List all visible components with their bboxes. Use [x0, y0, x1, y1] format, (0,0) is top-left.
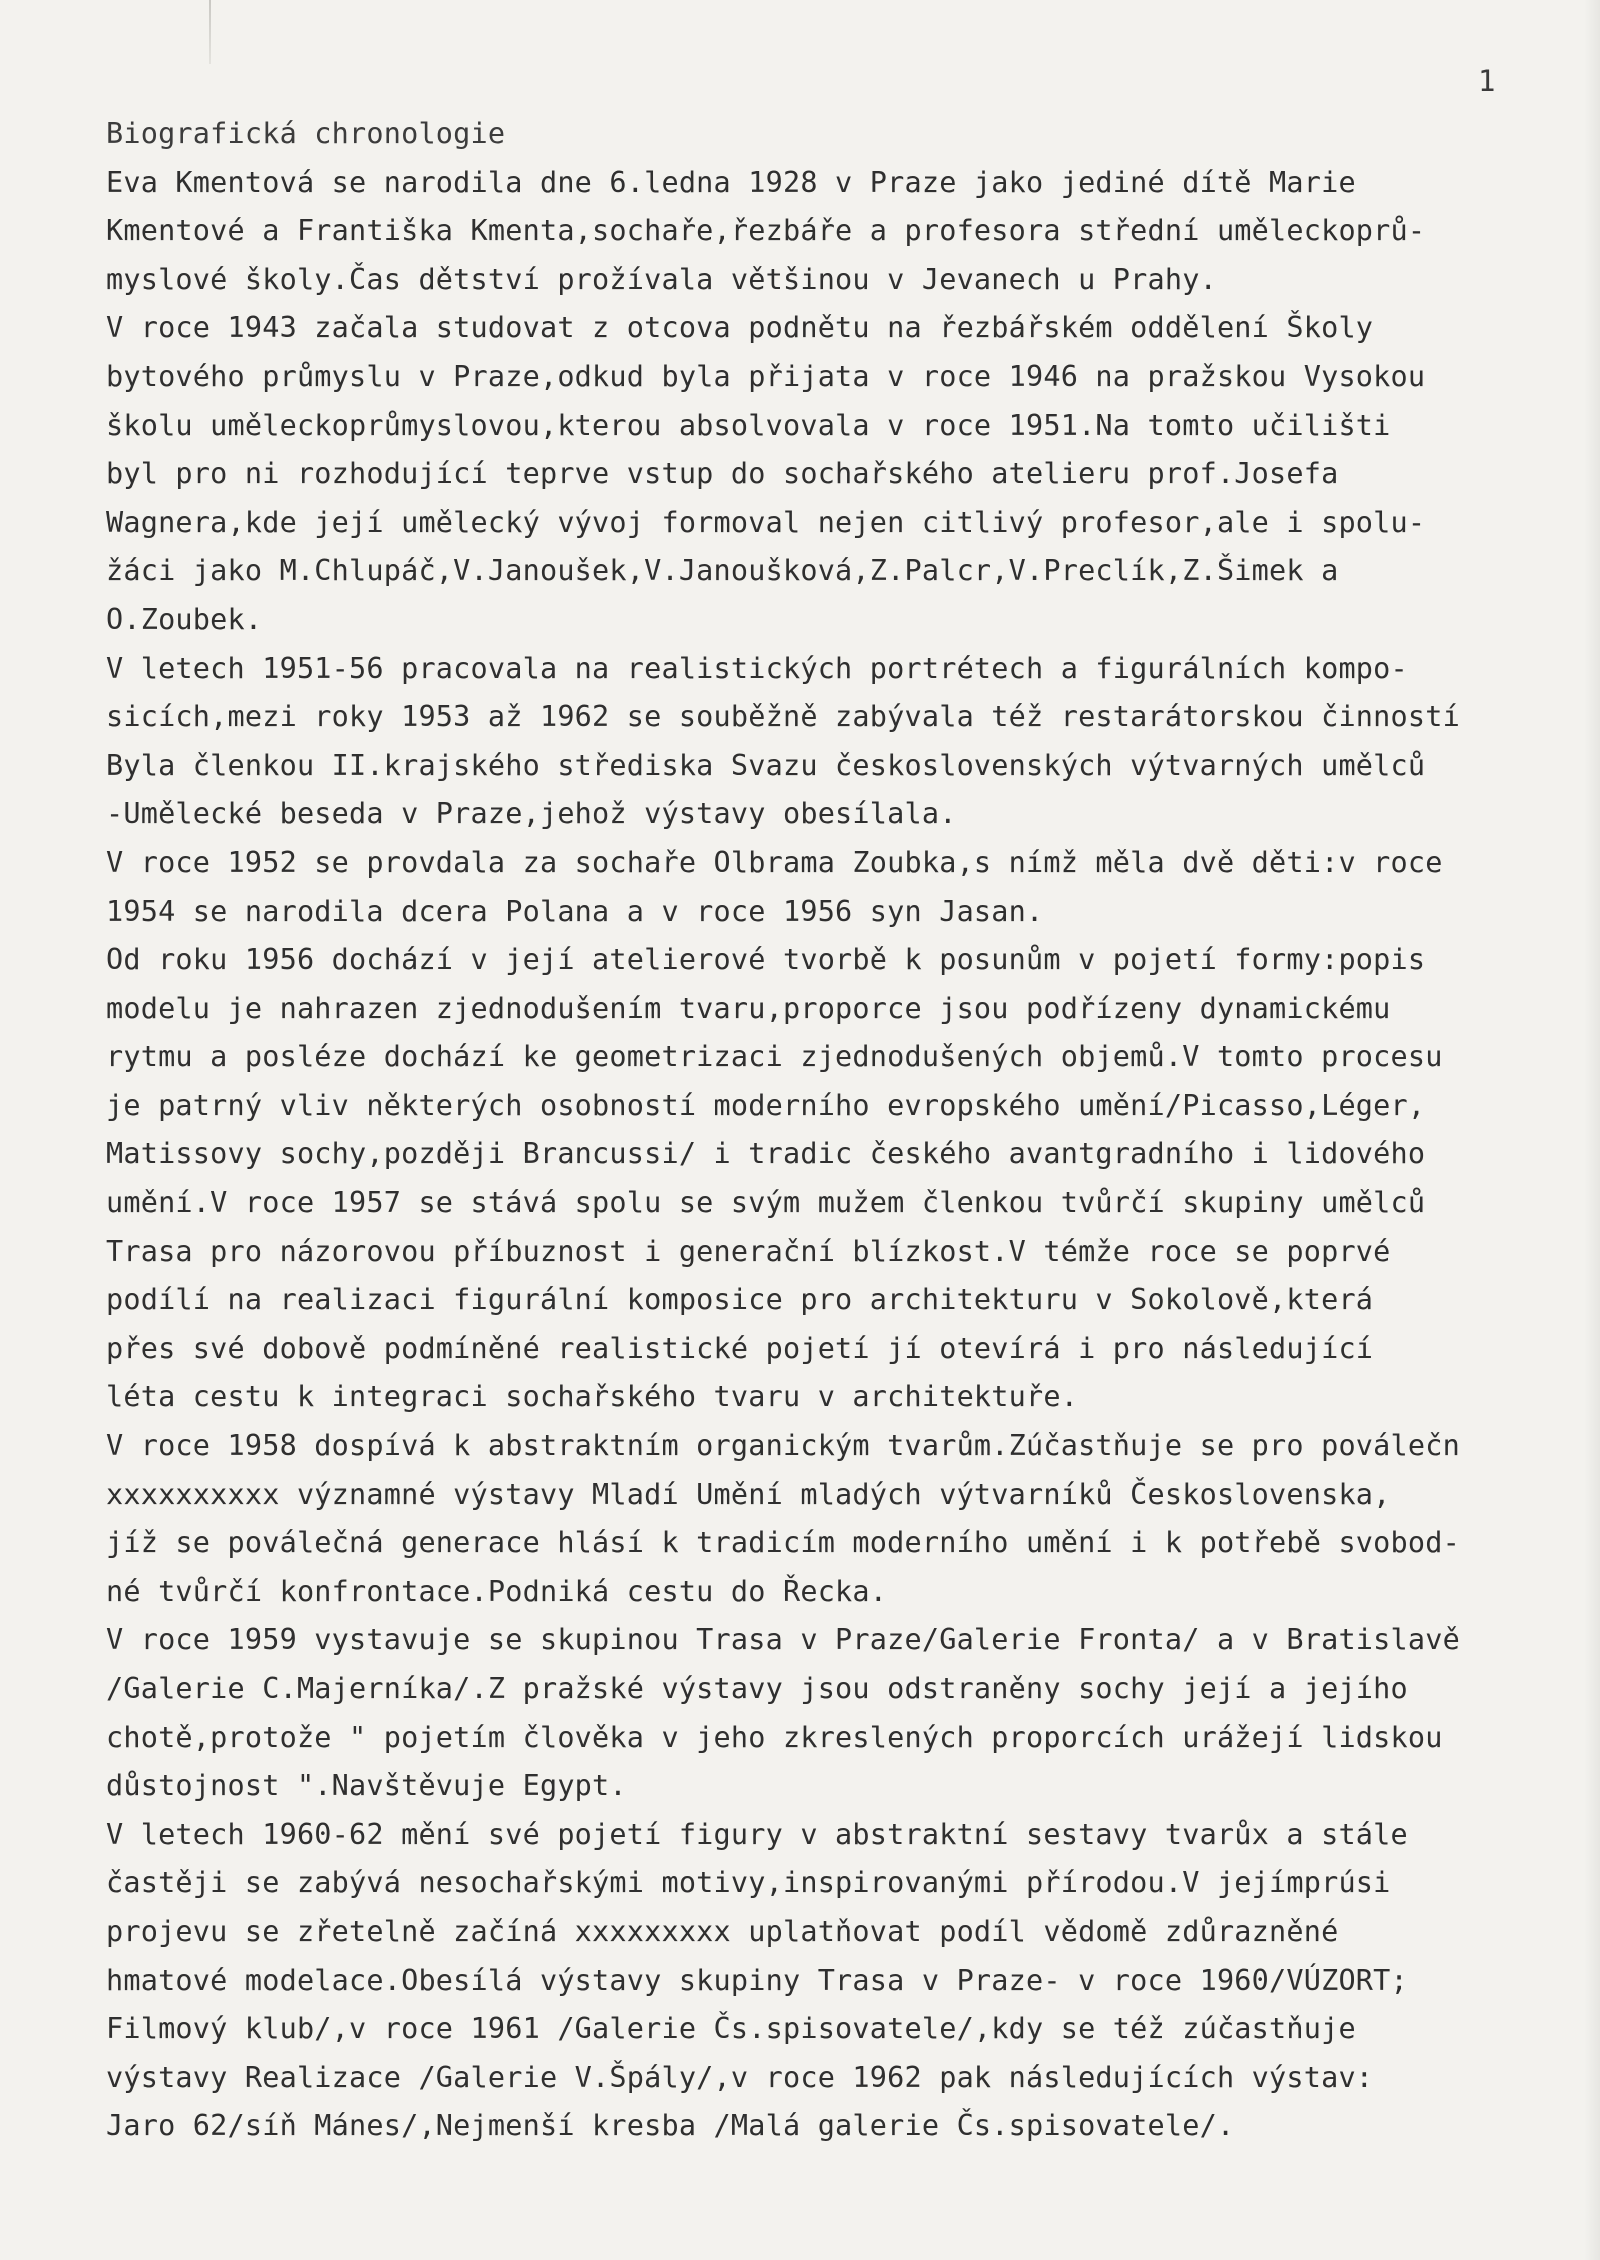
- text-line: Jaro 62/síň Mánes/,Nejmenší kresba /Malá galerie Čs.spisovatele/.: [106, 2109, 1235, 2143]
- text-line: umění.V roce 1957 se stává spolu se svým mužem členkou tvůrčí skupiny umělců: [106, 1186, 1426, 1220]
- text-line: O.Zoubek.: [106, 602, 263, 636]
- typewritten-text: [106, 110, 1566, 2151]
- text-line: léta cestu k integraci sochařského tvaru v architektuře.: [106, 1380, 1079, 1414]
- text-line: V roce 1952 se provdala za sochaře Olbrama Zoubka,s nímž měla dvě děti:v roce: [106, 845, 1443, 879]
- text-line: V roce 1943 začala studovat z otcova podnětu na řezbářském oddělení Školy: [106, 311, 1374, 345]
- text-line: V roce 1959 vystavuje se skupinou Trasa v Praze/Galerie Fronta/ a v Bratislavě: [106, 1623, 1460, 1657]
- text-line: důstojnost ".Navštěvuje Egypt.: [106, 1769, 627, 1803]
- text-line: /Galerie C.Majerníka/.Z pražské výstavy jsou odstraněny sochy její a jejího: [106, 1672, 1408, 1705]
- text-line: V letech 1960-62 mění své pojetí figury v abstraktní sestavy tvarůx a stále: [106, 1817, 1408, 1851]
- text-line: Eva Kmentová se narodila dne 6.ledna 1928 v Praze jako jediné dítě Marie: [106, 165, 1356, 199]
- text-line: myslové školy.Čas dětství prožívala většinou v Jevanech u Prahy.: [106, 262, 1217, 296]
- paper-fold-mark: [209, 0, 211, 64]
- text-line: Trasa pro názorovou příbuznost i generační blízkost.V témže roce se poprvé: [106, 1234, 1391, 1268]
- text-line: sicích,mezi roky 1953 až 1962 se souběžně zabývala též restarátorskou činností: [106, 700, 1460, 734]
- text-line: podílí na realizaci figurální komposice pro architekturu v Sokolově,která: [106, 1283, 1374, 1317]
- text-line: xxxxxxxxxx významné výstavy Mladí Umění mladých výtvarníků Československa,: [106, 1477, 1391, 1511]
- text-line: rytmu a posléze dochází ke geometrizaci zjednodušených objemů.V tomto procesu: [106, 1040, 1443, 1074]
- text-line: je patrný vliv některých osobností moderního evropského umění/Picasso,Léger,: [106, 1088, 1426, 1122]
- text-line: výstavy Realizace /Galerie V.Špály/,v roce 1962 pak následujících výstav:: [106, 2060, 1374, 2094]
- text-line: -Umělecké beseda v Praze,jehož výstavy obesílala.: [106, 797, 957, 831]
- text-line: jíž se poválečná generace hlásí k tradicím moderního umění i k potřebě svobod-: [106, 1526, 1460, 1560]
- document-title: Biografická chronologie: [106, 117, 506, 150]
- text-line: V letech 1951-56 pracovala na realistických portrétech a figurálních kompo-: [106, 651, 1408, 685]
- text-line: né tvůrčí konfrontace.Podniká cestu do Řecka.: [106, 1574, 888, 1608]
- text-line: modelu je nahrazen zjednodušením tvaru,proporce jsou podřízeny dynamickému: [106, 991, 1391, 1025]
- page-number: 1: [1478, 64, 1496, 98]
- text-line: bytového průmyslu v Praze,odkud byla přijata v roce 1946 na pražskou Vysokou: [106, 359, 1426, 393]
- text-line: byl pro ni rozhodující teprve vstup do sochařského atelieru prof.Josefa: [106, 457, 1339, 491]
- text-line: žáci jako M.Chlupáč,V.Janoušek,V.Janoušková,Z.Palcr,V.Preclík,Z.Šimek a: [106, 554, 1339, 588]
- text-line: přes své dobově podmíněné realistické pojetí jí otevírá i pro následující: [106, 1331, 1374, 1365]
- text-line: Filmový klub/,v roce 1961 /Galerie Čs.spisovatele/,kdy se též zúčastňuje: [106, 2012, 1356, 2046]
- text-line: častěji se zabývá nesochařskými motivy,inspirovanými přírodou.V jejímprúsi: [106, 1866, 1391, 1900]
- text-line: Wagnera,kde její umělecký vývoj formoval nejen citlivý profesor,ale i spolu-: [106, 505, 1426, 539]
- text-line: projevu se zřetelně začíná xxxxxxxxx uplatňovat podíl vědomě zdůrazněné: [106, 1914, 1339, 1948]
- page-edge-shadow: [1584, 0, 1600, 2260]
- text-line: Byla členkou II.krajského střediska Svazu československých výtvarných umělců: [106, 748, 1426, 782]
- text-line: školu uměleckoprůmyslovou,kterou absolvovala v roce 1951.Na tomto učilišti: [106, 408, 1391, 442]
- text-line: chotě,protože " pojetím člověka v jeho zkreslených proporcích urážejí lidskou: [106, 1720, 1443, 1754]
- text-line: 1954 se narodila dcera Polana a v roce 1956 syn Jasan.: [106, 894, 1044, 928]
- text-line: hmatové modelace.Obesílá výstavy skupiny Trasa v Praze- v roce 1960/VÚZORT;: [106, 1963, 1408, 1997]
- text-line: Matissovy sochy,později Brancussi/ i tradic českého avantgradního i lidového: [106, 1137, 1426, 1171]
- text-line: Od roku 1956 dochází v její atelierové tvorbě k posunům v pojetí formy:popis: [106, 943, 1426, 977]
- text-line: Kmentové a Františka Kmenta,sochaře,řezbáře a profesora střední uměleckoprů-: [106, 214, 1426, 248]
- text-line: V roce 1958 dospívá k abstraktním organickým tvarům.Zúčastňuje se pro poválečn: [106, 1429, 1460, 1463]
